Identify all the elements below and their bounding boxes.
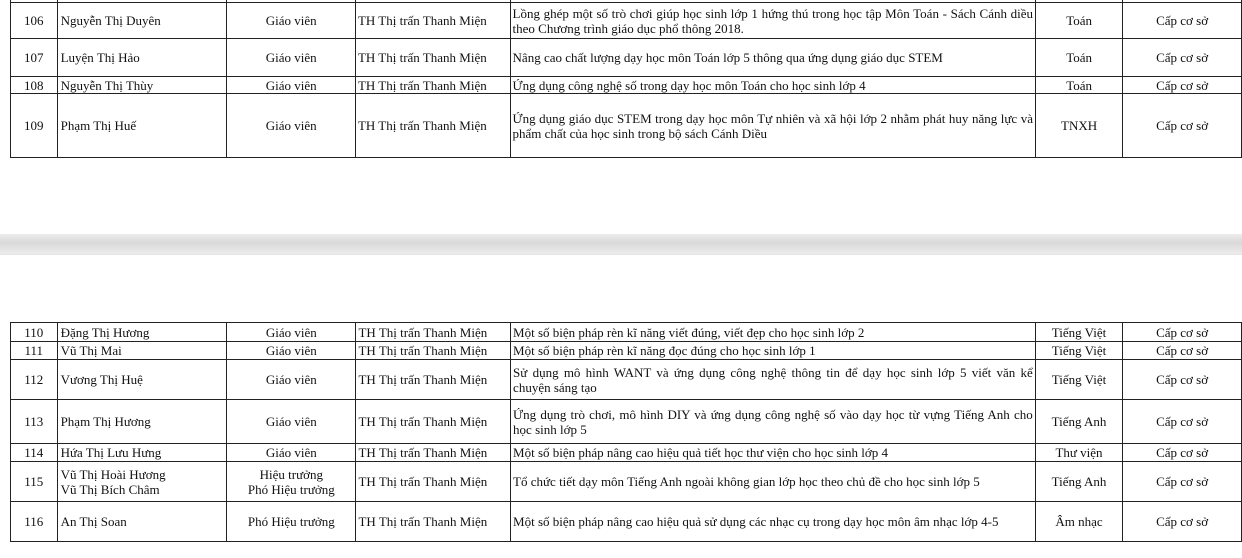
author-role: Giáo viên xyxy=(227,444,356,462)
row-number: 112 xyxy=(11,360,58,400)
table-row xyxy=(11,462,1242,502)
initiative-title: Một số biện pháp nâng cao hiệu quả sử dụng các nhạc cụ trong dạy học môn âm nhạc lớp 4-5 xyxy=(511,502,1036,542)
table-row xyxy=(11,342,1242,360)
initiative-title: Một số biện pháp rèn kĩ năng đọc đúng cho học sinh lớp 1 xyxy=(511,342,1036,360)
level: Cấp cơ sở xyxy=(1123,400,1242,444)
table-row xyxy=(11,39,1242,77)
school-unit: TH Thị trấn Thanh Miện xyxy=(356,444,511,462)
row-number: 106 xyxy=(11,3,58,39)
school-unit: TH Thị trấn Thanh Miện xyxy=(355,39,510,77)
author-role: Giáo viên xyxy=(227,400,356,444)
initiative-title: Sử dụng mô hình WANT và ứng dụng công nghệ thông tin để dạy học sinh lớp 5 viết văn kể chuyện sáng tạo xyxy=(511,360,1036,400)
school-unit: TH Thị trấn Thanh Miện xyxy=(356,323,511,342)
school-unit: TH Thị trấn Thanh Miện xyxy=(356,360,511,400)
table-row xyxy=(11,323,1242,342)
level: Cấp cơ sở xyxy=(1123,360,1242,400)
table-row xyxy=(11,94,1242,158)
row-number: 115 xyxy=(11,462,58,502)
level: Cấp cơ sở xyxy=(1123,94,1242,158)
author-names xyxy=(57,462,227,502)
level: Cấp cơ sở xyxy=(1123,462,1242,502)
initiative-table-top xyxy=(10,0,1242,158)
author-name: Hứa Thị Lưu Hưng xyxy=(57,444,227,462)
level: Cấp cơ sở xyxy=(1123,3,1242,39)
author-role: Giáo viên xyxy=(227,39,356,77)
author-role: Hiệu trưởng xyxy=(259,466,324,482)
row-number: 110 xyxy=(11,323,58,342)
initiative-title: Tổ chức tiết dạy môn Tiếng Anh ngoài không gian lớp học theo chủ đề cho học sinh lớp 5 xyxy=(511,462,1036,502)
school-unit: TH Thị trấn Thanh Miện xyxy=(356,342,511,360)
table-row xyxy=(11,3,1242,39)
subject: Toán xyxy=(1036,77,1123,94)
school-unit: TH Thị trấn Thanh Miện xyxy=(356,502,511,542)
table-row xyxy=(11,360,1242,400)
subject: Toán xyxy=(1036,39,1123,77)
level: Cấp cơ sở xyxy=(1123,323,1242,342)
author-role: Phó Hiệu trưởng xyxy=(247,481,335,497)
author-role: Giáo viên xyxy=(227,77,356,94)
initiative-title: Ứng dụng công nghệ số trong dạy học môn Toán cho học sinh lớp 4 xyxy=(510,77,1036,94)
author-name: Vũ Thị Mai xyxy=(57,342,227,360)
author-role: Giáo viên xyxy=(227,3,356,39)
initiative-title: Ứng dụng trò chơi, mô hình DIY và ứng dụng công nghệ số vào dạy học từ vựng Tiếng Anh cho học sinh lớp 5 xyxy=(511,400,1036,444)
level: Cấp cơ sở xyxy=(1123,77,1242,94)
table-row xyxy=(11,400,1242,444)
subject: Tiếng Anh xyxy=(1035,462,1122,502)
author-role: Giáo viên xyxy=(227,323,356,342)
initiative-table-bottom xyxy=(10,322,1242,542)
row-number: 111 xyxy=(11,342,58,360)
author-name: Nguyễn Thị Duyên xyxy=(57,3,227,39)
author-name: Vương Thị Huệ xyxy=(57,360,227,400)
subject: Tiếng Anh xyxy=(1035,400,1122,444)
row-number: 116 xyxy=(11,502,58,542)
author-name: Phạm Thị Huế xyxy=(57,94,227,158)
table-row xyxy=(11,502,1242,542)
subject: Thư viện xyxy=(1035,444,1122,462)
row-number: 108 xyxy=(11,77,58,94)
row-number: 107 xyxy=(11,39,58,77)
author-role: Giáo viên xyxy=(227,360,356,400)
initiative-title: Một số biện pháp rèn kĩ năng viết đúng, viết đẹp cho học sinh lớp 2 xyxy=(511,323,1036,342)
author-name: Vũ Thị Hoài Hương xyxy=(60,466,166,482)
subject: Âm nhạc xyxy=(1035,502,1122,542)
author-role: Phó Hiệu trưởng xyxy=(227,502,356,542)
author-name: Vũ Thị Bích Châm xyxy=(60,481,160,497)
table-row xyxy=(11,77,1242,94)
school-unit: TH Thị trấn Thanh Miện xyxy=(355,94,510,158)
row-number: 113 xyxy=(11,400,58,444)
subject: Tiếng Việt xyxy=(1035,360,1122,400)
initiative-title: Lồng ghép một số trò chơi giúp học sinh lớp 1 hứng thú trong học tập Môn Toán - Sách Cánh diều theo Chương trình giáo dục phổ thông 2018. xyxy=(510,3,1036,39)
school-unit: TH Thị trấn Thanh Miện xyxy=(355,77,510,94)
subject: TNXH xyxy=(1036,94,1123,158)
table-row xyxy=(11,444,1242,462)
page-break-line xyxy=(0,254,1242,255)
level: Cấp cơ sở xyxy=(1123,342,1242,360)
author-name: An Thị Soan xyxy=(57,502,227,542)
author-name: Đặng Thị Hương xyxy=(57,323,227,342)
author-name: Nguyễn Thị Thùy xyxy=(57,77,227,94)
level: Cấp cơ sở xyxy=(1123,39,1242,77)
school-unit: TH Thị trấn Thanh Miện xyxy=(356,462,511,502)
level: Cấp cơ sở xyxy=(1123,502,1242,542)
author-role: Giáo viên xyxy=(227,342,356,360)
subject: Toán xyxy=(1036,3,1123,39)
row-number: 109 xyxy=(11,94,58,158)
page-break-divider xyxy=(0,234,1242,254)
subject: Tiếng Việt xyxy=(1035,342,1122,360)
initiative-title: Một số biện pháp nâng cao hiệu quả tiết học thư viện cho học sinh lớp 4 xyxy=(511,444,1036,462)
initiative-title: Ứng dụng giáo dục STEM trong dạy học môn Tự nhiên và xã hội lớp 2 nhằm phát huy năng lực và phẩm chất của học sinh trong bộ sách Cánh Diều xyxy=(510,94,1036,158)
subject: Tiếng Việt xyxy=(1035,323,1122,342)
level: Cấp cơ sở xyxy=(1123,444,1242,462)
author-name: Phạm Thị Hương xyxy=(57,400,227,444)
school-unit: TH Thị trấn Thanh Miện xyxy=(355,3,510,39)
school-unit: TH Thị trấn Thanh Miện xyxy=(356,400,511,444)
author-role: Giáo viên xyxy=(227,94,356,158)
row-number: 114 xyxy=(11,444,58,462)
initiative-title: Nâng cao chất lượng dạy học môn Toán lớp 5 thông qua ứng dụng giáo dục STEM xyxy=(510,39,1036,77)
author-name: Luyện Thị Hảo xyxy=(57,39,227,77)
author-roles xyxy=(227,462,356,502)
